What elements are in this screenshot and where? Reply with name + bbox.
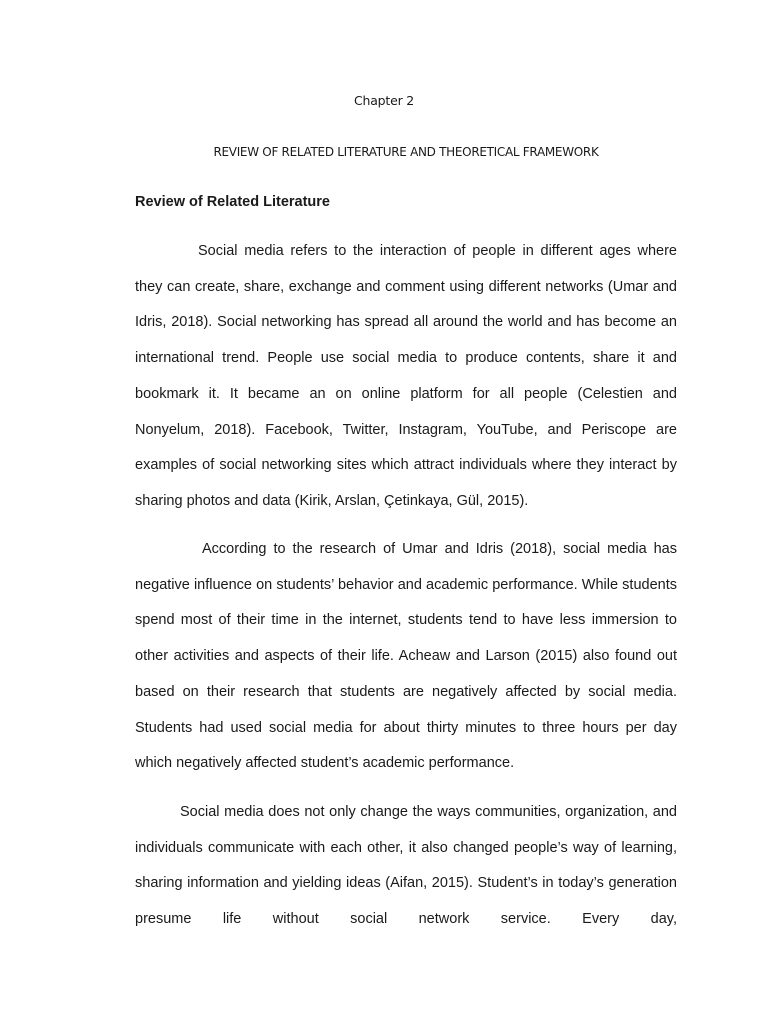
paragraph: Social media refers to the interaction of people in different ages where they can create, share, exchange and comment using different networks (Umar and Idris, 2018). Social networking has spread all around the world and has become an international trend. People use social media to produce contents, share it and bookmark it. It became an on online platform for all people (Celestien and Nonyelum, 2018). Facebook, Twitter, Instagram, YouTube, and Periscope are examples of social networking sites which attract individuals where they interact by sharing photos and data (Kirik, Arslan, Çetinkaya, Gül, 2015).	[135, 243, 677, 509]
main-title: REVIEW OF RELATED LITERATURE AND THEORETICAL FRAMEWORK	[213, 145, 599, 159]
paragraph: Social media does not only change the ways communities, organization, and individuals communicate with each other, it also changed people’s way of learning, sharing information and yielding ideas (Aifan, 2015). Student’s in today’s generation presume life without social network service. Every day,	[135, 804, 677, 928]
paragraph: According to the research of Umar and Idris (2018), social media has negative influence on students’ behavior and academic performance. While students spend most of their time in the internet, students tend to have less immersion to other activities and aspects of their life. Acheaw and Larson (2015) also found out based on their research that students are negatively affected by social media. Students had used social media for about thirty minutes to three hours per day which negatively affected student’s academic performance.	[135, 541, 677, 772]
section-heading: Review of Related Literature	[135, 194, 330, 210]
chapter-label: Chapter 2	[353, 93, 415, 108]
